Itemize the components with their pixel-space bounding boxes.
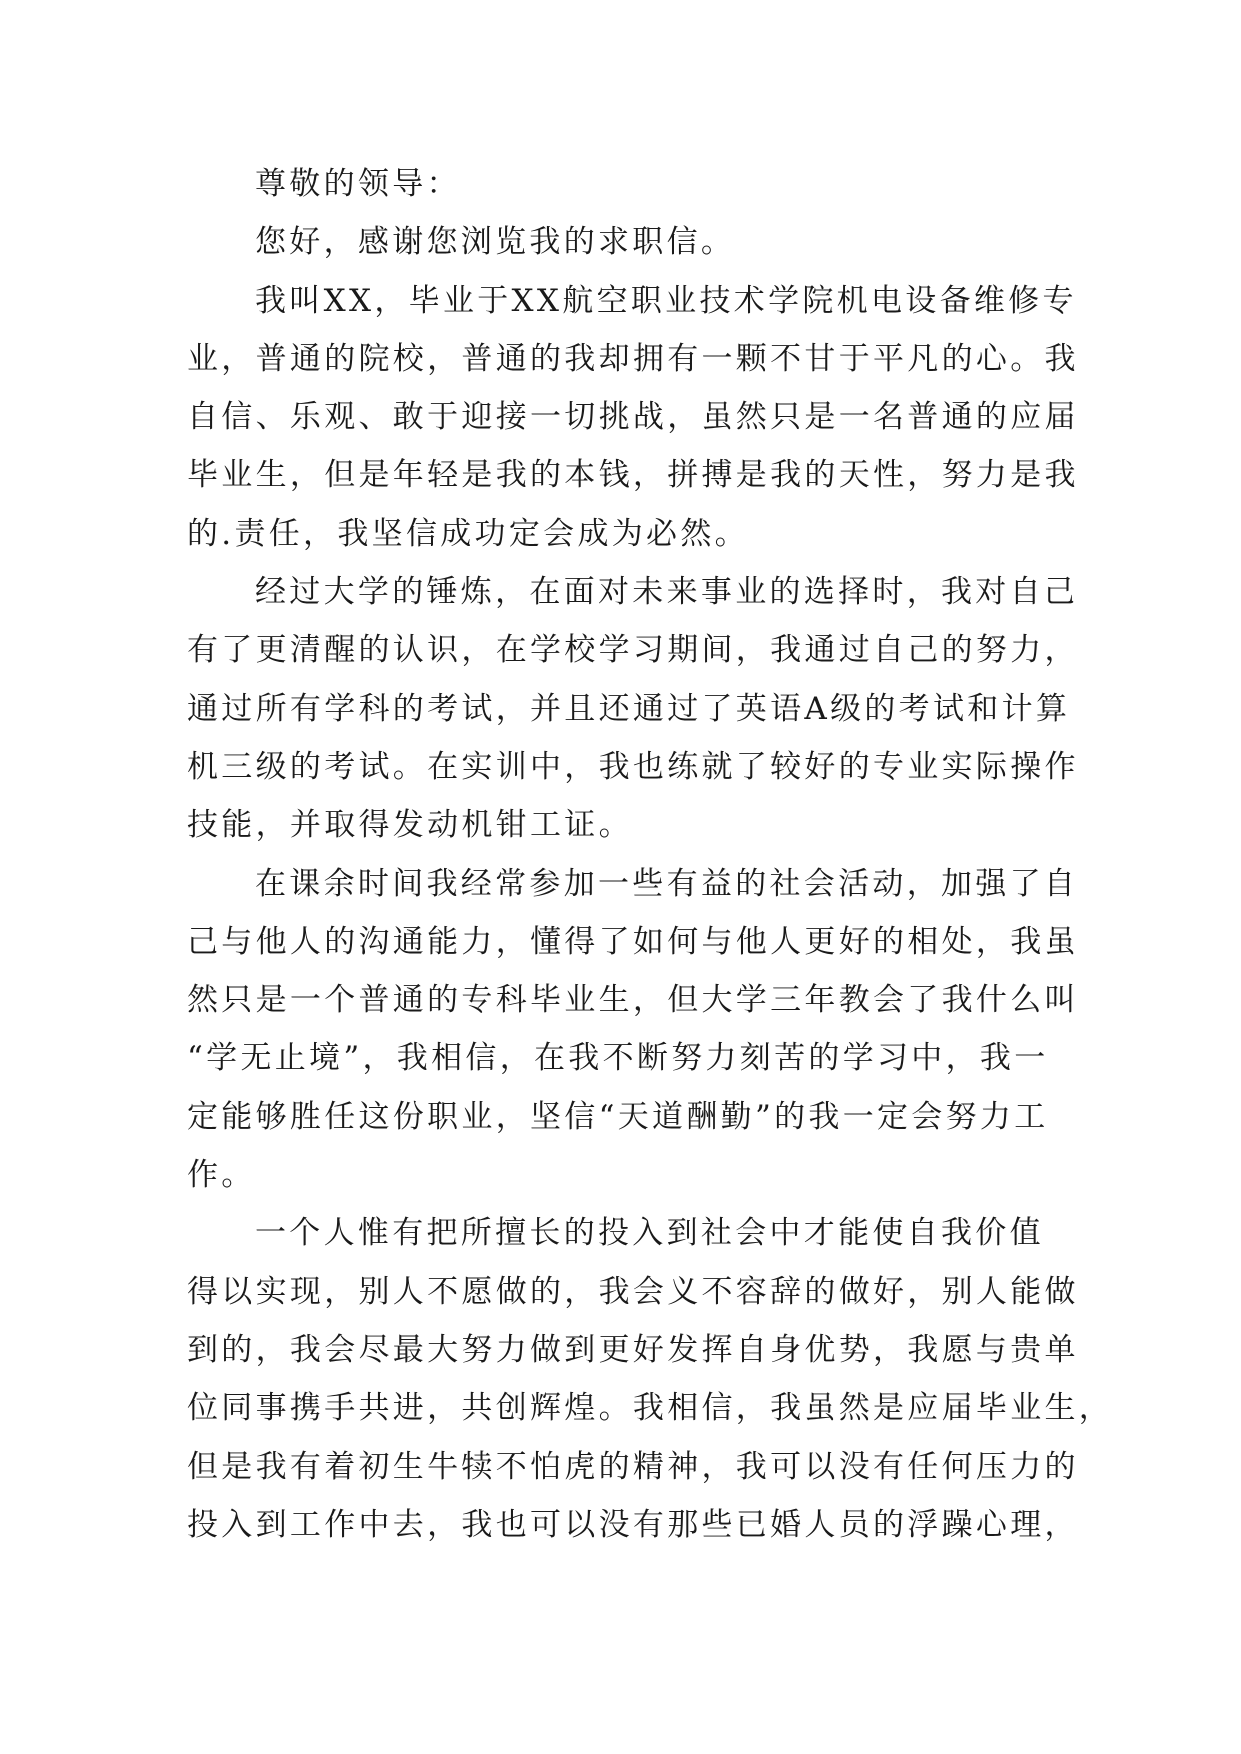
- paragraph-education: [187, 563, 1079, 854]
- text-line: 毕业生，但是年轻是我的本钱，拼搏是我的天性，努力是我: [187, 457, 1079, 494]
- text-line: “学无止境”，我相信，在我不断努力刻苦的学习中，我一: [187, 1040, 1049, 1077]
- text-line: 有了更清醒的认识，在学校学习期间，我通过自己的努力，: [187, 632, 1079, 669]
- text-line: 自信、乐观、敢于迎接一切挑战，虽然只是一名普通的应届: [187, 399, 1079, 436]
- cover-letter-body: [187, 155, 1114, 1554]
- text-line: 然只是一个普通的专科毕业生，但大学三年教会了我什么叫: [187, 982, 1079, 1019]
- text-line: 位同事携手共进，共创辉煌。我相信，我虽然是应届毕业生，: [187, 1390, 1114, 1427]
- salutation: 尊敬的领导：: [255, 166, 461, 202]
- greeting: 您好，感谢您浏览我的求职信。: [255, 224, 736, 261]
- text-line: 在课余时间我经常参加一些有益的社会活动，加强了自: [255, 865, 1079, 902]
- text-line: 的.责任，我坚信成功定会成为必然。: [187, 515, 749, 552]
- text-line: 投入到工作中去，我也可以没有那些已婚人员的浮躁心理，: [187, 1506, 1079, 1543]
- text-line: 作。: [187, 1157, 256, 1194]
- paragraph-activities: [187, 855, 1079, 1205]
- text-line: 技能，并取得发动机钳工证。: [187, 807, 633, 844]
- text-line: 到的，我会尽最大努力做到更好发挥自身优势，我愿与贵单: [187, 1331, 1079, 1368]
- text-line: 一个人惟有把所擅长的投入到社会中才能使自我价值: [255, 1215, 1044, 1252]
- text-line: 经过大学的锤炼，在面对未来事业的选择时，我对自己: [255, 574, 1079, 611]
- text-line: 通过所有学科的考试，并且还通过了英语A级的考试和计算: [187, 690, 1071, 727]
- text-line: 己与他人的沟通能力，懂得了如何与他人更好的相处，我虽: [187, 923, 1079, 960]
- text-line: 但是我有着初生牛犊不怕虎的精神，我可以没有任何压力的: [187, 1448, 1079, 1485]
- text-line: 得以实现，别人不愿做的，我会义不容辞的做好，别人能做: [187, 1273, 1079, 1310]
- text-line: 机三级的考试。在实训中，我也练就了较好的专业实际操作: [187, 748, 1079, 785]
- paragraph-introduction: [187, 272, 1079, 563]
- text-line: 业，普通的院校，普通的我却拥有一颗不甘于平凡的心。我: [187, 340, 1079, 377]
- text-line: 定能够胜任这份职业，坚信“天道酬勤”的我一定会努力工: [187, 1098, 1049, 1135]
- text-line: 我叫XX，毕业于XX航空职业技术学院机电设备维修专: [255, 282, 1077, 319]
- paragraph-commitment: [187, 1204, 1114, 1554]
